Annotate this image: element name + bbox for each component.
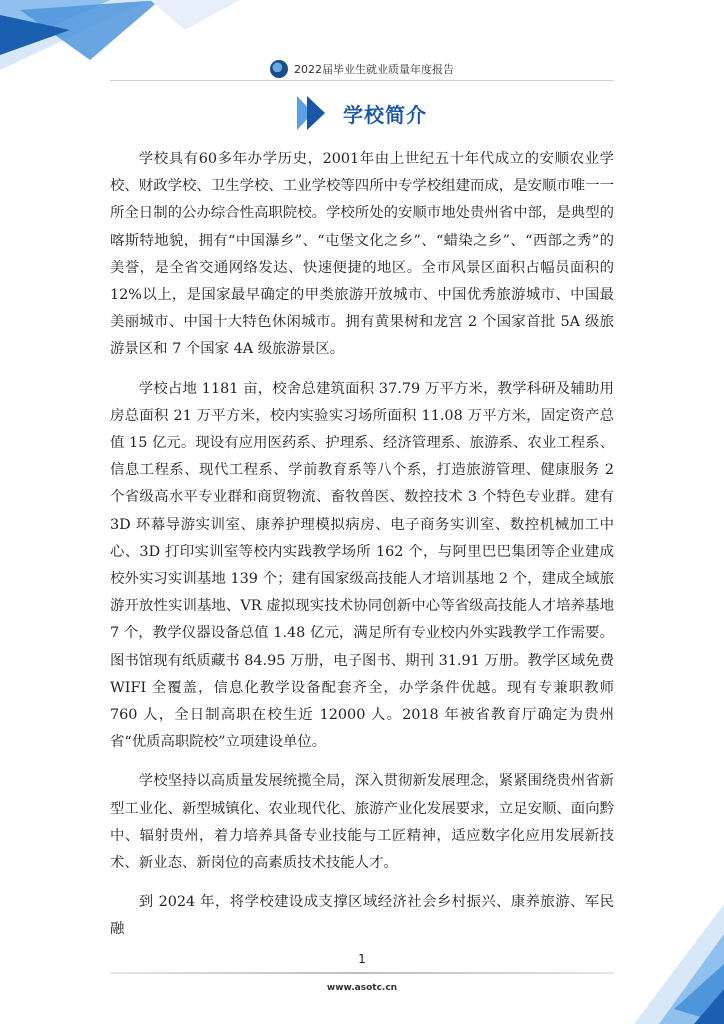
report-title: 2022届毕业生就业质量年度报告 [294, 63, 454, 76]
paragraph-mission: 学校坚持以高质量发展统揽全局，深入贯彻新发展理念，紧紧围绕贵州省新型工业化、新型城镇化、农业现代化、旅游产业化发展要求，立足安顺、面向黔中、辐射贵州，着力培养具备专业技能与工匠精神，适应数字化应用发展新技术、新业态、新岗位的高素质技术技能人才。 [110, 773, 614, 872]
section-heading [0, 96, 724, 130]
footer-divider [110, 972, 614, 974]
section-title: 学校简介 [343, 102, 427, 127]
header-divider [110, 80, 614, 81]
double-chevron-icon [297, 96, 333, 130]
school-logo-icon [270, 60, 288, 78]
page-number: 1 [358, 952, 366, 966]
footer-website-link[interactable]: www.asotc.cn [326, 983, 398, 993]
corner-decoration-bottom-right [614, 894, 724, 1024]
paragraph-history: 学校具有60多年办学历史，2001年由上世纪五十年代成立的安顺农业学校、财政学校、卫生学校、工业学校等四所中专学校组建而成，是安顺市唯一一所全日制的公办综合性高职院校。学校所处的安顺市地处贵州省中部，是典型的喀斯特地貌，拥有“中国瀑乡”、“屯堡文化之乡”、“蜡染之乡”、“西部之秀”的美誉，是全省交通网络发达、快速便捷的地区。全市风景区面积占幅员面积的12%以上，是国家最早确定的甲类旅游开放城市、中国优秀旅游城市、中国最美丽城市、中国十大特色休闲城市。拥有黄果树和龙宫 2 个国家首批 5A 级旅游景区和 7 个国家 4A 级旅游景区。 [110, 151, 614, 358]
paragraph-facilities: 学校占地 1181 亩，校舍总建筑面积 37.79 万平方米，教学科研及辅助用房总面积 21 万平方米，校内实验实习场所面积 11.08 万平方米，固定资产总值 15 亿元。现设有应用医药系、护理系、经济管理系、旅游系、农业工程系、信息工程系、现代工程系、学前教育系等八个系，打造旅游管理、健康服务 2 个省级高水平专业群和商贸物流、畜牧兽医、数控技术 3 个特色专业群。建有 3D 环幕导游实训室、康养护理模拟病房、电子商务实训室、数控机械加工中心、3D 打印实训室等校内实践教学场所 162 个，与阿里巴巴集团等企业建成校外实习实训基地 139 个；建有国家级高技能人才培训基地 2 个，建成全域旅游开放性实训基地、VR 虚拟现实技术协同创新中心等省级高技能人才培养基地 7 个，教学仪器设备总值 1.48 亿元，满足所有专业校内外实践教学工作需要。图书馆现有纸质藏书 84.95 万册，电子图书、期刊 31.91 万册。教学区域免费 WIFI 全覆盖，信息化教学设备配套齐全，办学条件优越。现有专兼职教师 760 人，全日制高职在校生近 12000 人。2018 年被省教育厅确定为贵州省“优质高职院校”立项建设单位。 [110, 380, 614, 751]
body-text [110, 146, 614, 956]
paragraph-goals: 到 2024 年，将学校建设成支撑区域经济社会乡村振兴、康养旅游、军民融 [110, 894, 614, 938]
running-header [0, 60, 724, 78]
